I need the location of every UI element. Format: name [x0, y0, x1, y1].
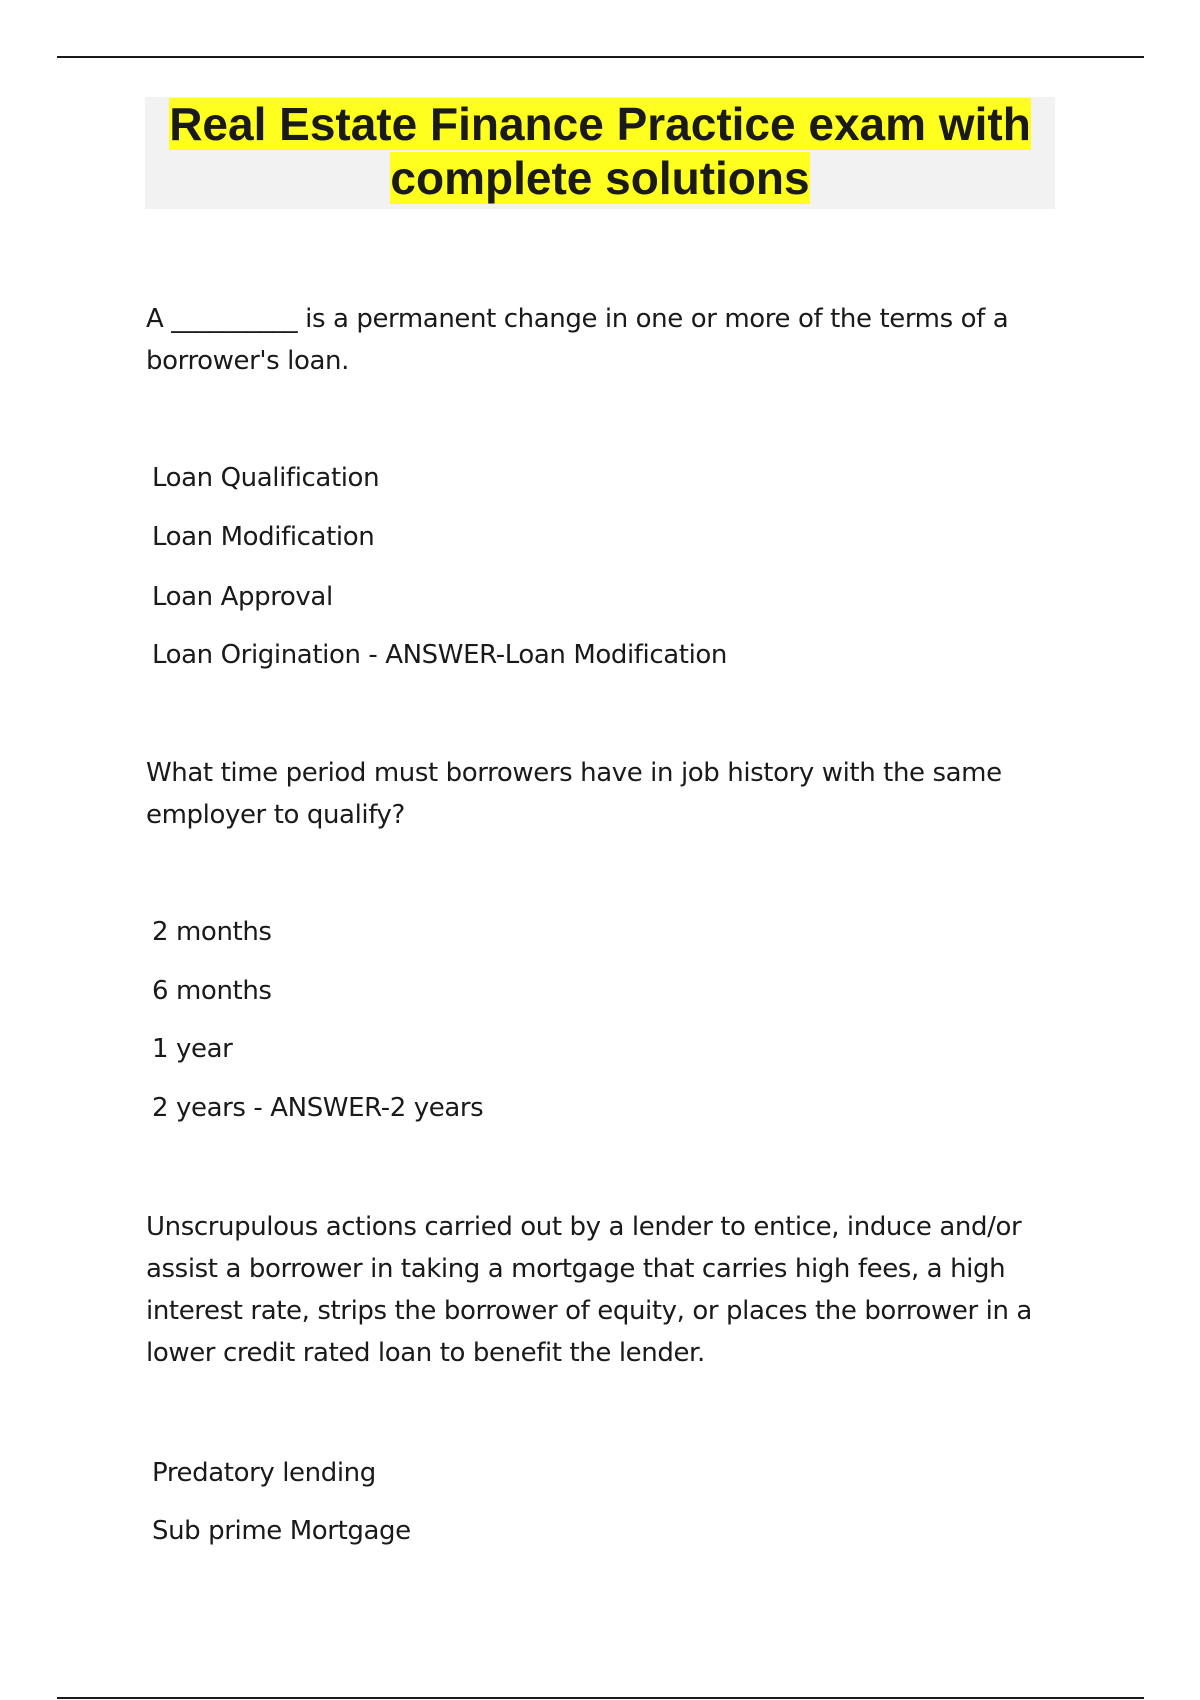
question-3-prompt: Unscrupulous actions carried out by a lender to entice, induce and/or assist a borrower in taking a mortgage that carries high fees, a high interest rate, strips the borrower of equity, or places the borrower in a lower credit rated loan to benefit the lender.: [146, 1212, 1032, 1368]
top-rule: [57, 56, 1144, 58]
question-3-option-1: Predatory lending: [152, 1458, 376, 1488]
question-1-option-2: Loan Modification: [152, 522, 375, 552]
question-1-prompt: A __________ is a permanent change in one or more of the terms of a borrower's loan.: [146, 304, 1009, 376]
question-1-option-3: Loan Approval: [152, 582, 333, 612]
bottom-rule: [57, 1697, 1144, 1699]
question-3-option-2: Sub prime Mortgage: [152, 1516, 411, 1546]
question-2-option-3: 1 year: [152, 1034, 233, 1064]
document-title: [145, 97, 1055, 209]
question-1-option-4: Loan Origination - ANSWER-Loan Modification: [152, 640, 727, 670]
question-2-option-1: 2 months: [152, 917, 272, 947]
question-2-option-2: 6 months: [152, 976, 272, 1006]
title-text: Real Estate Finance Practice exam with complete solutions: [169, 98, 1031, 204]
question-2-prompt: What time period must borrowers have in job history with the same employer to qualify?: [146, 758, 1002, 830]
question-2-option-4: 2 years - ANSWER-2 years: [152, 1093, 484, 1123]
question-1-option-1: Loan Qualification: [152, 463, 380, 493]
